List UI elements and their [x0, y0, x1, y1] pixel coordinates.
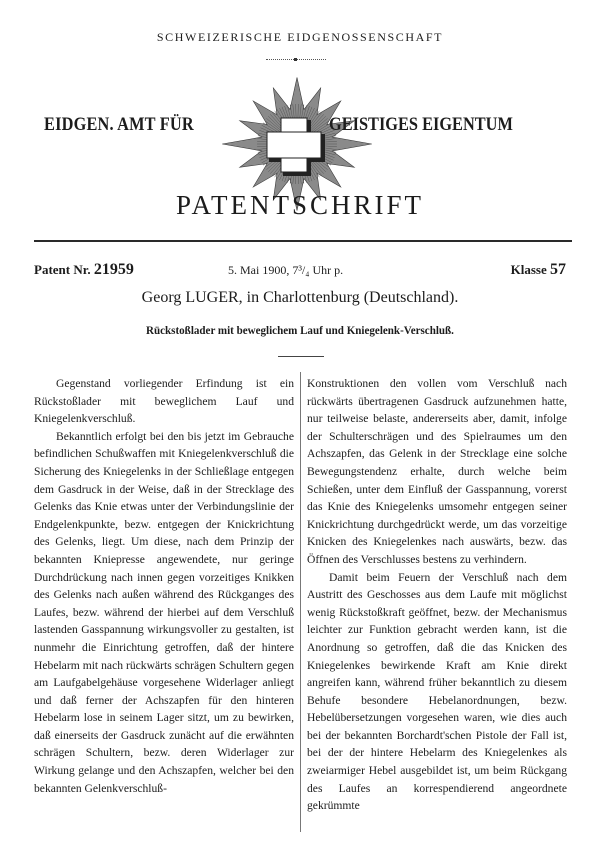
paragraph: Damit beim Feuern der Verschluß nach dem Austritt des Geschosses aus dem Laufe mit möglichst wenig Rückstoßkraft geöffnet, bezw. der Mechanismus leichter zur Funktion gebracht werden kann, ist die Anordnung so getroffen, daß die das Knicken des Kniegelenkes bewirkende Kraft am Knie direkt angreifen kann, während früher bekanntlich zu diesem Behufe besondere Hebelanordnungen, bezw. Hebelübersetzungen vorgesehen waren, wie dies auch bei der bekannten Borchardt'schen Pistole der Fall ist, bei der der hintere Hebelarm des Kniegelenkes als zweiarmiger Hebel ausgebildet ist, um beim Rückgang des Laufes an korrespendierend angeordnete gekrümmte — [307, 570, 567, 813]
paragraph: Konstruktionen den vollen vom Verschluß nach rückwärts übertragenen Gasdruck aufzunehmen hatte, nur teilweise belaste, andererseits aber, damit, infolge der Schulterschrägen und des Spielraumes um den Achszapfen, das Gelenk in der Strecklage eine solche Bewegungstendenz erhalte, durch welche beim Schießen, unter dem Einfluß der Gasspannung, vorerst das Knie des Kniegelenks umsomehr entgegen seiner Knickrichtung durchgedrückt werde, um das vorzeitige Knicken des Kniegelenkes nach auswärts, bezw. das Öffnen des Verschlusses bestens zu verhindern. — [307, 377, 567, 566]
body-column-right — [307, 375, 567, 815]
office-name-left: EIDGEN. AMT FÜR — [44, 114, 194, 135]
patent-date: 5. Mai 1900, 7³/₄ Uhr p. — [228, 263, 344, 277]
country-heading: SCHWEIZERISCHE EIDGENOSSENSCHAFT — [156, 30, 444, 44]
header-divider — [34, 240, 572, 242]
paragraph: Bekanntlich erfolgt bei den bis jetzt im Gebrauche befindlichen Schußwaffen mit Kniegelenkverschluß die Sicherung des Kniegelenks in der Schließlage entgegen dem Gasdruck in der Weise, daß in der Strecklage des Gelenks das Knie etwas unter der Verbindungslinie der Endgelenkpunkte, bezw. entgegen der Knickrichtung des Gelenks, liegt. Um diese, nach dem Prinzip der bekannten Kniepresse angewendete, nur geringe Durchdrückung nach innen gegen vorzeitiges Knikken des Gelenks nach außen während des Rückganges des Laufes, bezw. während der hierbei auf dem Verschluß lastenden Gasspannung wirkungsvoller zu gestalten, ist nunmehr die Einrichtung getroffen, daß der hintere Hebelarm mit nach rückwärts schrägen Schultern gegen am Laufgabelgehäuse vorgesehene Widerlager anliegt und daß ferner der Achszapfen für den hinteren Hebelarm lose in seinem Lager sitzt, um zu bewirken, daß einerseits der Gasdruck zunächt auf die erwähnten schrägen Schultern, bezw. deren Widerlager zur Wirkung gelange und den Achszapfen, welcher bei den bekannten Gelenkverschluß- — [34, 429, 294, 795]
patent-class-value: 57 — [550, 261, 566, 278]
paragraph: Gegenstand vorliegender Erfindung ist ein Rückstoßlader mit beweglichem Lauf und Kniegelenkverschluß. — [34, 377, 294, 426]
patent-number-value: 21959 — [93, 261, 134, 278]
ornamental-rule — [266, 59, 326, 61]
column-divider — [300, 372, 301, 832]
section-divider — [278, 356, 324, 357]
patent-number — [34, 261, 134, 279]
patent-number-label: Patent Nr. — [34, 262, 91, 277]
patent-class — [511, 261, 566, 279]
patent-class-label: Klasse — [510, 262, 547, 277]
document-title: PATENTSCHRIFT — [175, 190, 425, 220]
body-column-left — [34, 375, 294, 797]
inventor-line: Georg LUGER, in Charlottenburg (Deutschland). — [141, 289, 459, 306]
patent-subject: Rückstoßlader mit beweglichem Lauf und Kniegelenk-Verschluß. — [146, 323, 454, 337]
office-name-right: GEISTIGES EIGENTUM — [329, 114, 513, 135]
